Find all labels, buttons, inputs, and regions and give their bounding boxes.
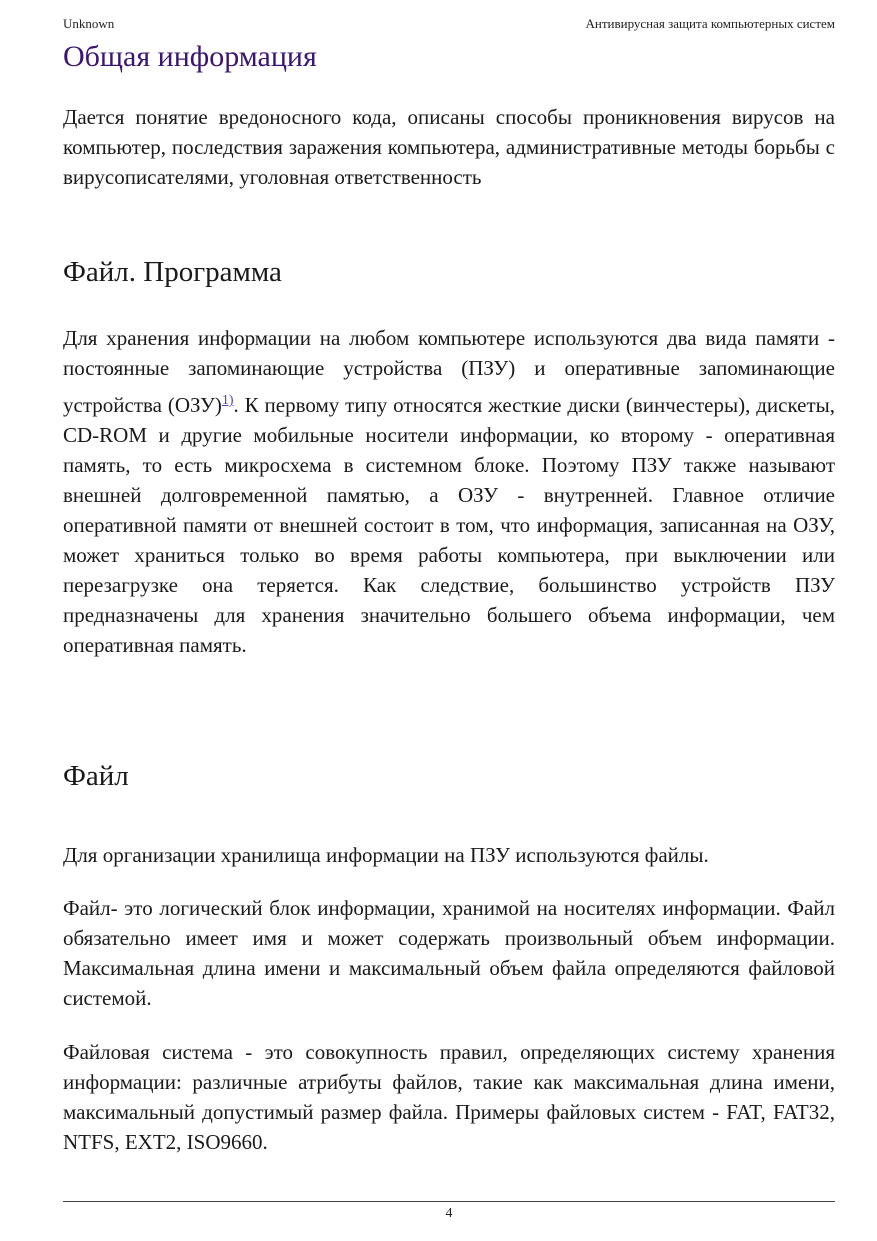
file-definition-paragraph: Файл- это логический блок информации, хранимой на носителях информации. Файл обязательно имеет имя и может содержать произвольный объем информации. Максимальная длина имени и максимальный объем файла определяются файловой системой. <box>63 896 835 1010</box>
document-page <box>63 0 835 1241</box>
memory-paragraph-end: . К первому типу относятся жесткие диски (винчестеры), дискеты, CD-ROM и другие мобильные носители информации, ко второму - оперативная память, то есть микросхема в системном блоке. Поэтому ПЗУ также называют внешней долговременной памятью, а ОЗУ - внутренней. Главное отличие оперативной памяти от внешней состоит в том, что информация, записанная на ОЗУ, может храниться только во время работы компьютера, при выключении или перезагрузке она теряется. Как следствие, большинство устройств ПЗУ предназначены для хранения значительно большего объема информации, чем оперативная память. <box>63 393 836 657</box>
running-header <box>63 16 835 36</box>
footnote-link[interactable]: 1) <box>221 393 234 408</box>
memory-paragraph <box>63 323 835 660</box>
page-number: 4 <box>445 1206 453 1221</box>
footer-divider <box>63 1201 835 1202</box>
memory-paragraph-start: Для хранения информации на любом компьютере используются два вида памяти - постоянные запоминающие устройства (ПЗУ) и оперативные запоминающие устройства (ОЗУ) <box>63 326 835 417</box>
footnote-ref <box>222 388 234 408</box>
header-author: Unknown <box>63 16 115 31</box>
file-storage-paragraph: Для организации хранилища информации на ПЗУ используются файлы. <box>63 843 709 867</box>
file-system-paragraph: Файловая система - это совокупность правил, определяющих систему хранения информации: различные атрибуты файлов, такие как максимальная длина имени, максимальный допустимый размер файла. Примеры файловых систем - FAT, FAT32, NTFS, EXT2, ISO9660. <box>63 1040 835 1154</box>
header-title: Антивирусная защита компьютерных систем <box>585 16 835 31</box>
intro-paragraph: Дается понятие вредоносного кода, описаны способы проникновения вирусов на компьютер, последствия заражения компьютера, административные методы борьбы с вирусописателями, уголовная ответственность <box>63 105 835 189</box>
heading-file: Файл <box>63 760 129 792</box>
heading-file-program: Файл. Программа <box>63 256 282 288</box>
section-title: Общая информация <box>63 40 317 73</box>
